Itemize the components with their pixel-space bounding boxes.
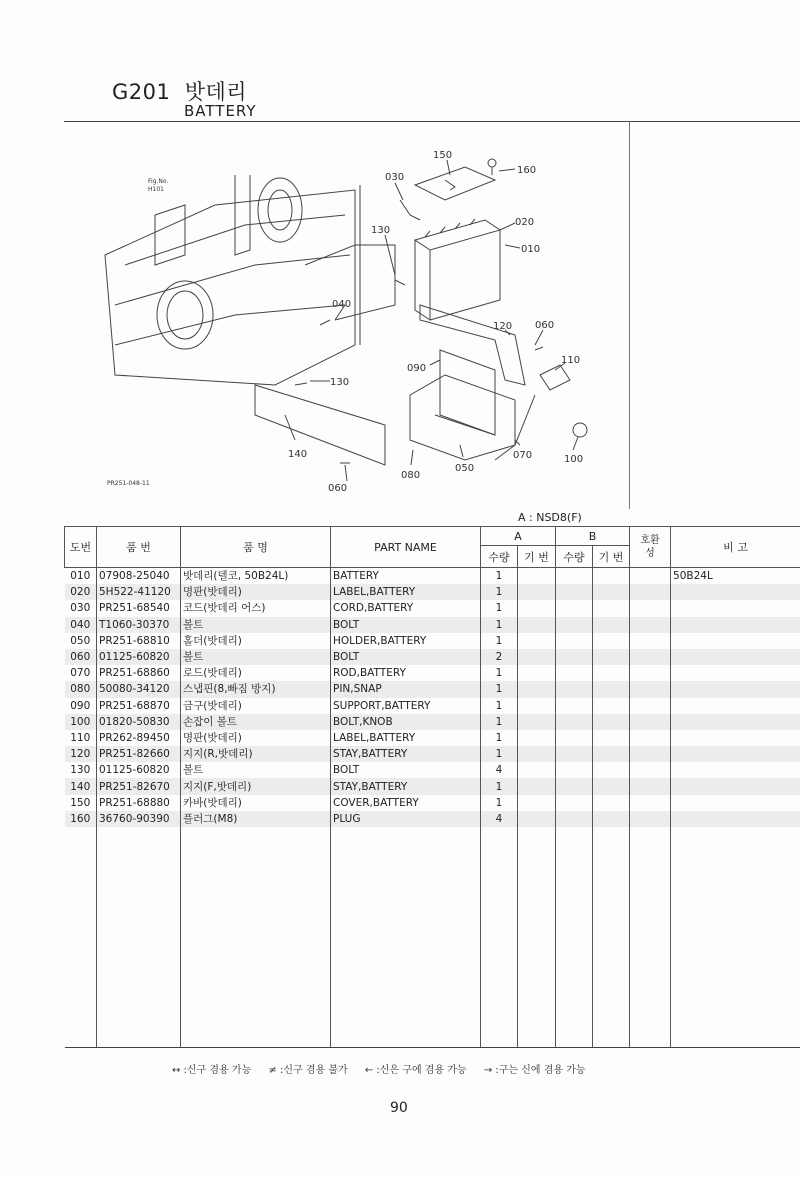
remarks-cell (671, 730, 800, 746)
qty-a-cell: 1 (481, 681, 518, 697)
name-en-cell: HOLDER,BATTERY (331, 633, 481, 649)
callout-050: 050 (455, 463, 475, 474)
part-no-cell: 36760-90390 (97, 811, 181, 827)
ref-cell: 090 (70, 699, 91, 712)
table-row (65, 762, 800, 778)
part-no-cell: PR251-68540 (97, 600, 181, 616)
remarks-cell (671, 649, 800, 665)
period-b-cell (593, 778, 630, 794)
table-row (65, 714, 800, 730)
name-en-cell: PLUG (331, 811, 481, 827)
part-no-cell: 07908-25040 (97, 568, 181, 585)
qty-a-cell: 1 (481, 600, 518, 616)
interchange-cell (630, 762, 671, 778)
name-en-cell: BOLT,KNOB (331, 714, 481, 730)
interchange-cell (630, 714, 671, 730)
interchange-cell (630, 584, 671, 600)
header-divider (64, 121, 800, 122)
qty-b-cell (556, 698, 593, 714)
name-en-cell: LABEL,BATTERY (331, 730, 481, 746)
period-a-cell (518, 665, 556, 681)
interchange-cell (630, 600, 671, 616)
part-no-cell: PR251-68870 (97, 698, 181, 714)
part-no-cell: PR251-82670 (97, 778, 181, 794)
qty-b-cell (556, 633, 593, 649)
interchange-cell (630, 568, 671, 585)
col-header-ref: 도번 (65, 527, 97, 568)
callout-110: 110 (561, 355, 581, 366)
legend-item: → :구는 신에 겸용 가능 (483, 1065, 586, 1076)
qty-b-cell (556, 568, 593, 585)
period-b-cell (593, 698, 630, 714)
name-ko-cell: 지지(F,밧데리) (181, 778, 331, 794)
name-ko-cell: 스냅핀(8,빠짐 방지) (181, 681, 331, 697)
table-row (65, 795, 800, 811)
remarks-cell: 50B24L (671, 568, 800, 585)
period-b-cell (593, 730, 630, 746)
part-no-cell: 50080-34120 (97, 681, 181, 697)
period-a-cell (518, 600, 556, 616)
period-b-cell (593, 633, 630, 649)
qty-a-cell: 1 (481, 778, 518, 794)
name-ko-cell: 명판(밧데리) (181, 584, 331, 600)
col-header-name-en: PART NAME (331, 527, 481, 568)
remarks-cell (671, 762, 800, 778)
interchange-cell (630, 665, 671, 681)
part-no-cell: T1060-30370 (97, 617, 181, 633)
callout-090: 090 (407, 363, 427, 374)
interchange-cell (630, 649, 671, 665)
period-a-cell (518, 811, 556, 827)
qty-b-cell (556, 795, 593, 811)
interchange-cell (630, 617, 671, 633)
name-ko-cell: 볼트 (181, 617, 331, 633)
col-header-a-period: 기 번 (518, 546, 556, 568)
diagram-side-rule (629, 121, 630, 509)
table-row (65, 633, 800, 649)
section-title-en: BATTERY (184, 102, 257, 120)
period-a-cell (518, 584, 556, 600)
remarks-cell (671, 698, 800, 714)
table-row (65, 665, 800, 681)
table-row (65, 584, 800, 600)
name-ko-cell: 밧데리(델코, 50B24L) (181, 568, 331, 585)
parts-table (64, 526, 800, 1048)
remarks-cell (671, 714, 800, 730)
qty-a-cell: 1 (481, 746, 518, 762)
period-b-cell (593, 665, 630, 681)
interchange-cell (630, 811, 671, 827)
variant-label: A : NSD8(F) (518, 511, 582, 524)
name-en-cell: COVER,BATTERY (331, 795, 481, 811)
fig-ref-label: Fig.No. (148, 178, 169, 185)
ref-cell: 070 (70, 667, 91, 680)
period-a-cell (518, 795, 556, 811)
ref-cell: 140 (65, 778, 97, 794)
period-a-cell (518, 778, 556, 794)
period-b-cell (593, 584, 630, 600)
ref-cell: 150 (70, 796, 91, 809)
period-a-cell (518, 681, 556, 697)
qty-a-cell: 1 (481, 633, 518, 649)
period-b-cell (593, 746, 630, 762)
interchange-cell (630, 746, 671, 762)
period-a-cell (518, 714, 556, 730)
qty-a-cell: 1 (481, 665, 518, 681)
col-header-a-qty: 수량 (481, 546, 518, 568)
compatibility-legend (172, 1061, 600, 1076)
period-a-cell (518, 617, 556, 633)
legend-item: ← :신은 구에 겸용 가능 (364, 1065, 467, 1076)
ref-cell: 060 (65, 649, 97, 665)
period-a-cell (518, 568, 556, 585)
name-en-cell: BATTERY (331, 568, 481, 585)
interchange-cell (630, 730, 671, 746)
section-code: G201 (112, 80, 171, 104)
table-row (65, 568, 800, 585)
interchange-cell (630, 698, 671, 714)
ref-cell: 130 (70, 764, 91, 777)
part-no-cell: 5H522-41120 (97, 584, 181, 600)
period-b-cell (593, 600, 630, 616)
col-header-b-qty: 수량 (556, 546, 593, 568)
table-bottom-filler (65, 827, 800, 1048)
qty-a-cell: 1 (481, 698, 518, 714)
table-row (65, 811, 800, 827)
interchange-cell (630, 778, 671, 794)
qty-b-cell (556, 681, 593, 697)
name-en-cell: STAY,BATTERY (331, 746, 481, 762)
table-row (65, 730, 800, 746)
qty-b-cell (556, 730, 593, 746)
period-b-cell (593, 568, 630, 585)
qty-a-cell: 1 (481, 730, 518, 746)
legend-item: ↔ :신구 겸용 가능 (172, 1065, 252, 1076)
part-no-cell: PR262-89450 (97, 730, 181, 746)
remarks-cell (671, 746, 800, 762)
callout-130-left: 130 (330, 377, 350, 388)
remarks-cell (671, 811, 800, 827)
qty-b-cell (556, 617, 593, 633)
table-row (65, 746, 800, 762)
interchange-cell (630, 795, 671, 811)
name-ko-cell: 카바(밧데리) (181, 795, 331, 811)
name-en-cell: ROD,BATTERY (331, 665, 481, 681)
period-a-cell (518, 633, 556, 649)
table-row (65, 600, 800, 616)
period-a-cell (518, 746, 556, 762)
remarks-cell (671, 600, 800, 616)
qty-a-cell: 1 (481, 568, 518, 585)
ref-cell: 050 (70, 634, 91, 647)
table-row (65, 681, 800, 697)
name-ko-cell: 홀더(밧데리) (181, 633, 331, 649)
qty-b-cell (556, 778, 593, 794)
part-no-cell: PR251-68810 (97, 633, 181, 649)
period-b-cell (593, 795, 630, 811)
col-header-group-b: B (556, 527, 630, 546)
name-ko-cell: 플러그(M8) (181, 811, 331, 827)
callout-040: 040 (332, 299, 352, 310)
col-header-interchange: 호환성 (630, 527, 671, 568)
name-ko-cell: 볼트 (181, 762, 331, 778)
name-en-cell: PIN,SNAP (331, 681, 481, 697)
callout-160: 160 (517, 165, 537, 176)
ref-cell: 160 (65, 811, 97, 827)
qty-b-cell (556, 811, 593, 827)
part-no-cell: PR251-68880 (97, 795, 181, 811)
interchange-cell (630, 681, 671, 697)
part-no-cell: 01125-60820 (97, 649, 181, 665)
period-a-cell (518, 649, 556, 665)
qty-b-cell (556, 762, 593, 778)
remarks-cell (671, 795, 800, 811)
table-row (65, 778, 800, 794)
callout-120: 120 (493, 321, 513, 332)
remarks-cell (671, 778, 800, 794)
name-ko-cell: 명판(밧데리) (181, 730, 331, 746)
name-ko-cell: 지지(R,밧데리) (181, 746, 331, 762)
period-a-cell (518, 698, 556, 714)
ref-cell: 080 (65, 681, 97, 697)
part-no-cell: 01820-50830 (97, 714, 181, 730)
qty-a-cell: 1 (481, 617, 518, 633)
qty-a-cell: 1 (481, 795, 518, 811)
period-b-cell (593, 714, 630, 730)
qty-b-cell (556, 600, 593, 616)
name-en-cell: SUPPORT,BATTERY (331, 698, 481, 714)
callout-030: 030 (385, 172, 405, 183)
qty-b-cell (556, 584, 593, 600)
name-ko-cell: 볼트 (181, 649, 331, 665)
col-header-b-period: 기 번 (593, 546, 630, 568)
remarks-cell (671, 584, 800, 600)
ref-cell: 100 (65, 714, 97, 730)
period-b-cell (593, 762, 630, 778)
callout-080: 080 (401, 470, 421, 481)
name-en-cell: LABEL,BATTERY (331, 584, 481, 600)
qty-b-cell (556, 665, 593, 681)
qty-b-cell (556, 649, 593, 665)
qty-a-cell: 4 (481, 762, 518, 778)
qty-b-cell (556, 746, 593, 762)
ref-cell: 120 (65, 746, 97, 762)
period-b-cell (593, 617, 630, 633)
qty-a-cell: 1 (481, 714, 518, 730)
period-b-cell (593, 681, 630, 697)
col-header-remarks: 비 고 (671, 527, 800, 568)
callout-100: 100 (564, 454, 584, 465)
ref-cell: 030 (70, 602, 91, 615)
fig-ref-number: H101 (148, 186, 164, 193)
interchange-cell (630, 633, 671, 649)
col-header-group-a: A (481, 527, 556, 546)
name-en-cell: BOLT (331, 649, 481, 665)
part-no-cell: 01125-60820 (97, 762, 181, 778)
ref-cell: 020 (65, 584, 97, 600)
callout-060-bottom: 060 (328, 483, 348, 494)
qty-b-cell (556, 714, 593, 730)
period-a-cell (518, 730, 556, 746)
name-ko-cell: 손잡이 볼트 (181, 714, 331, 730)
period-a-cell (518, 762, 556, 778)
ref-cell: 040 (65, 617, 97, 633)
remarks-cell (671, 681, 800, 697)
period-b-cell (593, 649, 630, 665)
part-no-cell: PR251-68860 (97, 665, 181, 681)
legend-item: ≠ :신구 겸용 불가 (268, 1065, 348, 1076)
callout-070: 070 (513, 450, 533, 461)
name-ko-cell: 코드(밧데리 어스) (181, 600, 331, 616)
remarks-cell (671, 633, 800, 649)
part-no-cell: PR251-82660 (97, 746, 181, 762)
callout-130-top: 130 (371, 225, 391, 236)
exploded-parts-diagram (95, 145, 615, 505)
period-b-cell (593, 811, 630, 827)
qty-a-cell: 2 (481, 649, 518, 665)
callout-060-right: 060 (535, 320, 555, 331)
table-row (65, 617, 800, 633)
col-header-name-ko: 품 명 (181, 527, 331, 568)
page-number: 90 (390, 1100, 408, 1116)
name-en-cell: CORD,BATTERY (331, 600, 481, 616)
callout-020: 020 (515, 217, 535, 228)
name-en-cell: STAY,BATTERY (331, 778, 481, 794)
callout-010: 010 (521, 244, 541, 255)
remarks-cell (671, 665, 800, 681)
name-en-cell: BOLT (331, 762, 481, 778)
table-row (65, 649, 800, 665)
ref-cell: 010 (70, 570, 91, 583)
callout-140: 140 (288, 449, 308, 460)
ref-cell: 110 (70, 731, 91, 744)
col-header-part-no: 품 번 (97, 527, 181, 568)
name-en-cell: BOLT (331, 617, 481, 633)
callout-150: 150 (433, 150, 453, 161)
section-title-ko: 밧데리 (184, 80, 248, 104)
qty-a-cell: 4 (481, 811, 518, 827)
qty-a-cell: 1 (481, 584, 518, 600)
name-ko-cell: 금구(밧데리) (181, 698, 331, 714)
drawing-code: PR251-048-11 (107, 480, 150, 487)
name-ko-cell: 로드(밧데리) (181, 665, 331, 681)
remarks-cell (671, 617, 800, 633)
table-row (65, 698, 800, 714)
